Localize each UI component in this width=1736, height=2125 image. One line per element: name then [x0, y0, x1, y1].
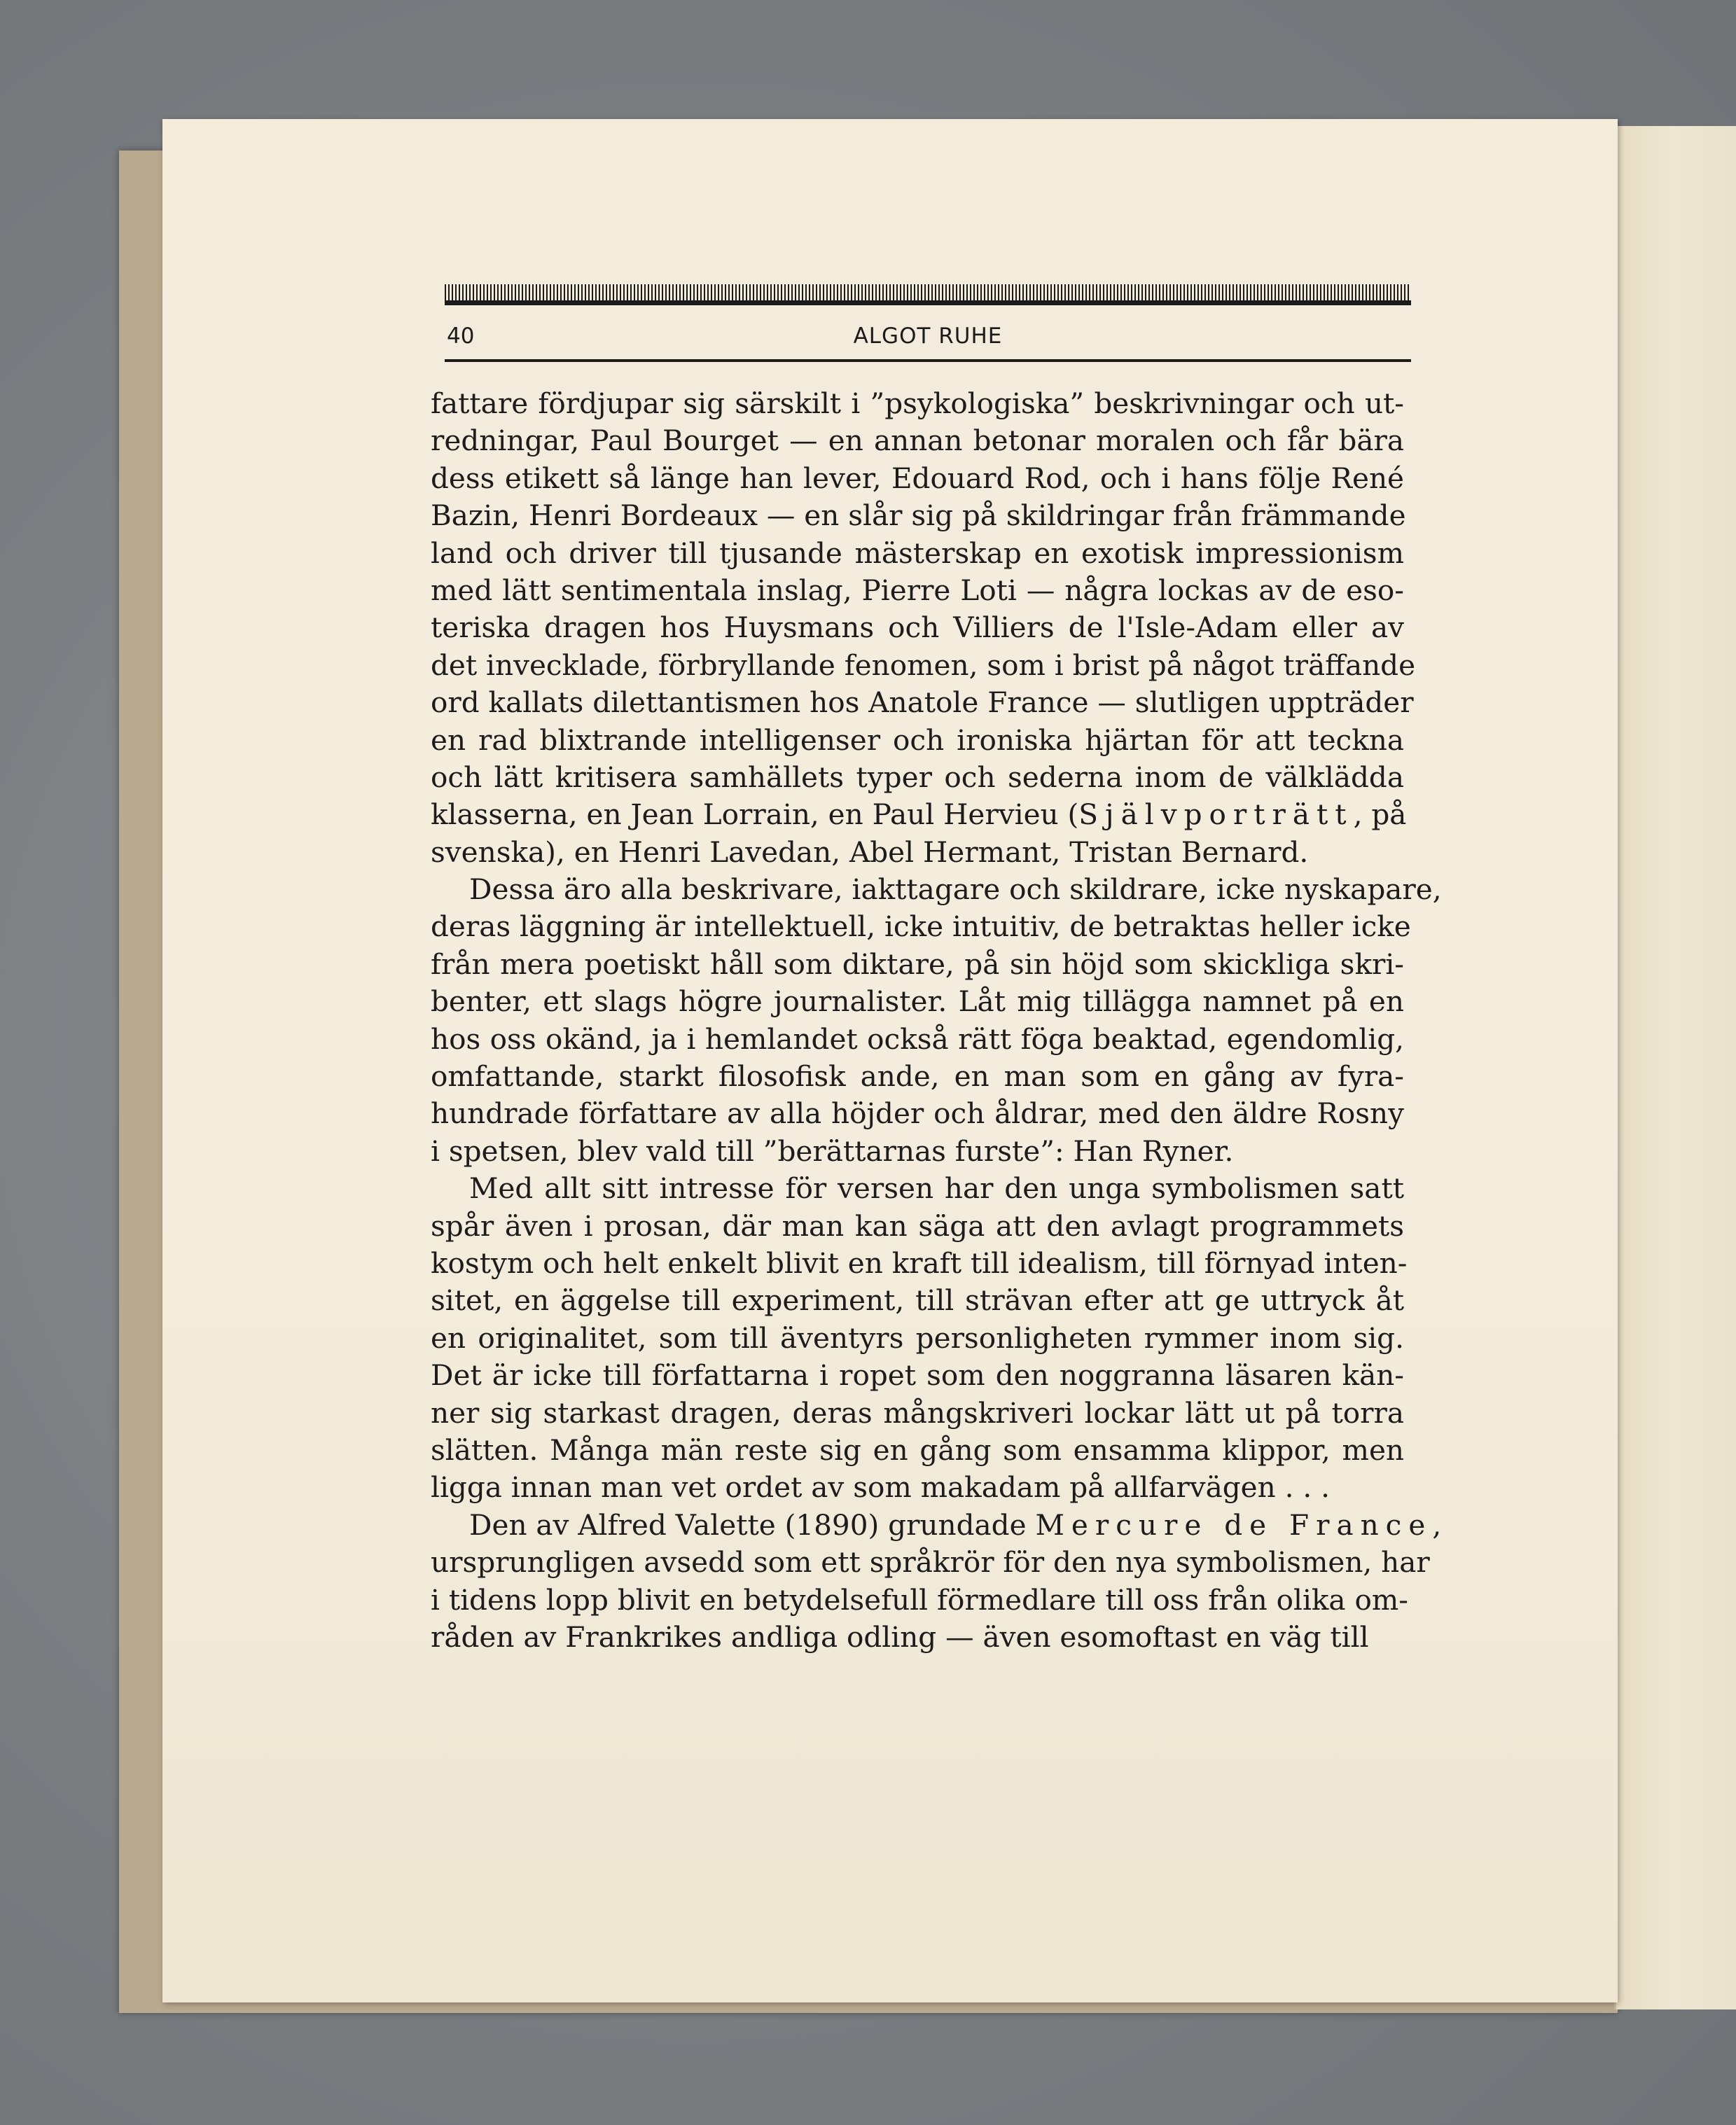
spaced-title: Mercure de France: [1035, 1507, 1433, 1542]
text-line: det invecklade, förbryllande fenomen, som i brist på något träffande: [431, 648, 1416, 682]
text-line: Med allt sitt intresse för versen har den unga symbolismen satt: [469, 1171, 1404, 1206]
decorative-header-rule: [445, 284, 1411, 305]
text-line: en originalitet, som till äventyrs personligheten rymmer inom sig.: [431, 1321, 1404, 1355]
text-line: från mera poetiskt håll som diktare, på sin höjd som skickliga skri-: [431, 947, 1404, 981]
body-text: [431, 385, 1442, 1656]
text-line: hundrade författare av alla höjder och åldrar, med den äldre Rosny: [431, 1096, 1404, 1131]
text-line: kostym och helt enkelt blivit en kraft till idealism, till förnyad inten-: [431, 1246, 1408, 1280]
text-line: ner sig starkast dragen, deras mångskriveri lockar lätt ut på torra: [431, 1395, 1404, 1430]
text-line: Dessa äro alla beskrivare, iakttagare och skildrare, icke nyskapare,: [469, 872, 1442, 907]
text-line: ligga innan man vet ordet av som makadam på allfarvägen . . .: [431, 1470, 1330, 1505]
text-line: spår även i prosan, där man kan säga att den avlagt programmets: [431, 1208, 1404, 1243]
text-line: och lätt kritisera samhällets typer och sederna inom de välklädda: [431, 760, 1404, 794]
text-line: hos oss okänd, ja i hemlandet också rätt föga beaktad, egendomlig,: [431, 1022, 1404, 1056]
text-line: fattare fördjupar sig särskilt i ”psykologiska” beskrivningar och ut-: [431, 386, 1404, 420]
text-line: [431, 1507, 1442, 1544]
text-line-segment: , på: [1353, 797, 1407, 832]
facing-page-edge: [1614, 126, 1736, 2009]
text-line: ord kallats dilettantismen hos Anatole France — slutligen uppträder: [431, 685, 1414, 720]
text-line: sitet, en äggelse till experiment, till strävan efter att ge uttryck åt: [431, 1283, 1404, 1318]
text-line: slätten. Många män reste sig en gång som ensamma klippor, men: [431, 1433, 1404, 1467]
text-line: redningar, Paul Bourget — en annan betonar moralen och får bära: [431, 424, 1404, 458]
text-line: dess etikett så länge han lever, Edouard Rod, och i hans följe René: [431, 461, 1404, 495]
running-title: ALGOT RUHE: [853, 323, 1003, 349]
text-line: teriska dragen hos Huysmans och Villiers de l'Isle-Adam eller av: [431, 611, 1404, 645]
header-underline-rule: [445, 359, 1411, 362]
text-line: i spetsen, blev vald till ”berättarnas furste”: Han Ryner.: [431, 1134, 1234, 1168]
text-line: ursprungligen avsedd som ett språkrör för den nya symbolismen, har: [431, 1545, 1430, 1580]
page-number: 40: [447, 323, 475, 349]
text-line: omfattande, starkt filosofisk ande, en man som en gång av fyra-: [431, 1059, 1404, 1094]
text-line: med lätt sentimentala inslag, Pierre Loti — några lockas av de eso-: [431, 573, 1404, 607]
text-line-segment: ,: [1432, 1507, 1442, 1542]
text-line: land och driver till tjusande mästerskap en exotisk impressionism: [431, 536, 1404, 570]
text-line: råden av Frankrikes andliga odling — även esomoftast en väg till: [431, 1619, 1369, 1654]
text-line: benter, ett slags högre journalister. Låt mig tillägga namnet på en: [431, 984, 1404, 1019]
text-line: Bazin, Henri Bordeaux — en slår sig på skildringar från främmande: [431, 499, 1406, 533]
spaced-title: Självporträtt: [1078, 797, 1354, 832]
text-line: en rad blixtrande intelligenser och ironiska hjärtan för att teckna: [431, 723, 1404, 757]
text-line: svenska), en Henri Lavedan, Abel Hermant, Tristan Bernard.: [431, 835, 1309, 869]
text-line: Det är icke till författarna i ropet som den noggranna läsaren kän-: [431, 1358, 1404, 1393]
text-line: [431, 796, 1407, 833]
running-head: [445, 323, 1411, 358]
text-line-segment: Den av Alfred Valette (1890) grundade: [469, 1507, 1036, 1542]
text-line: deras läggning är intellektuell, icke intuitiv, de betraktas heller icke: [431, 910, 1411, 944]
text-line: i tidens lopp blivit en betydelsefull förmedlare till oss från olika om-: [431, 1582, 1408, 1617]
text-line-segment: klasserna, en Jean Lorrain, en Paul Hervieu (: [431, 797, 1079, 832]
